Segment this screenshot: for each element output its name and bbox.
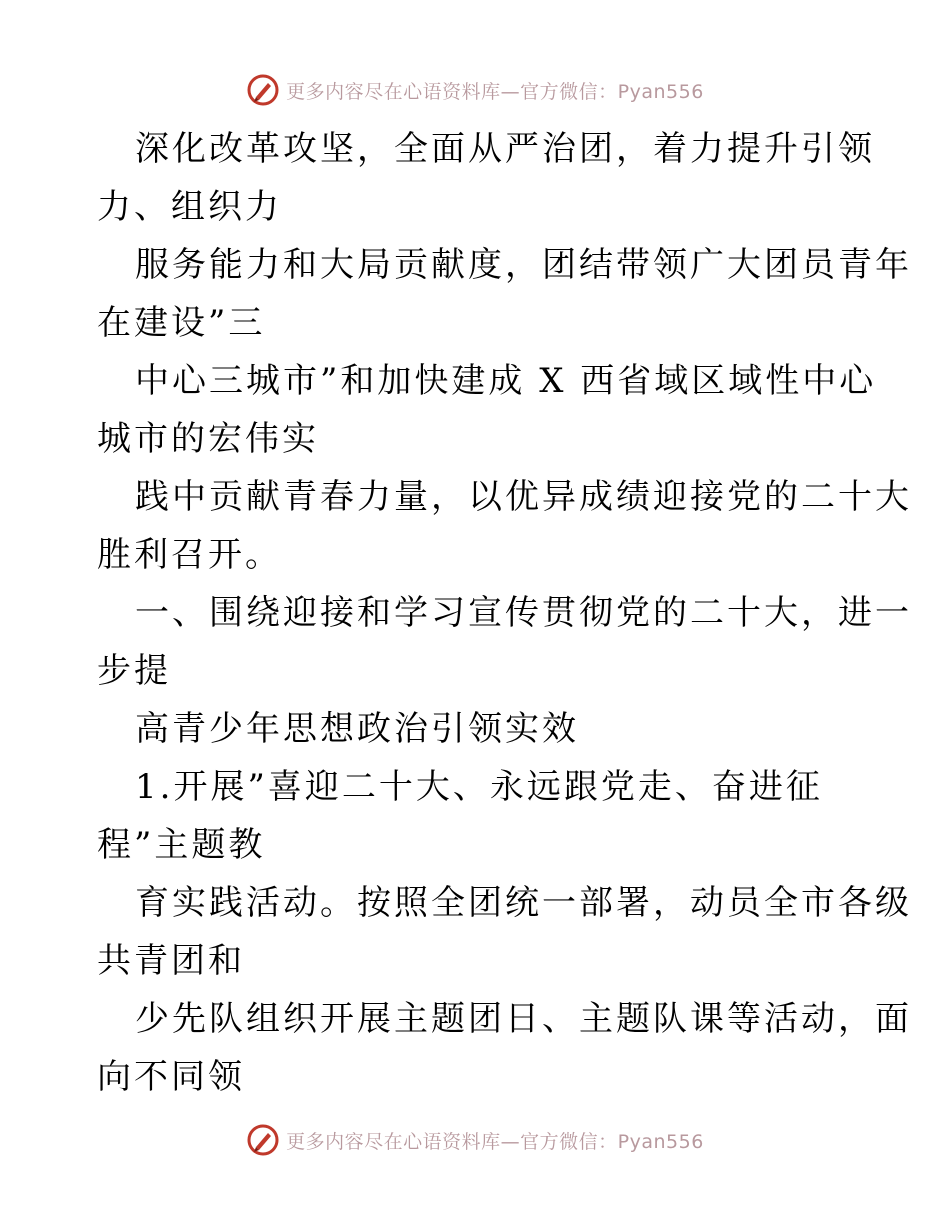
text-line: 程”主题教: [97, 825, 266, 865]
text-line: 共青团和: [97, 941, 245, 981]
document-body: [97, 120, 912, 1106]
text-line: 高青少年思想政治引领实效: [135, 709, 579, 749]
text-line: 在建设”三: [97, 303, 266, 343]
text-line: 向不同领: [97, 1057, 245, 1097]
watermark-text: 更多内容尽在心语资料库—官方微信：Pyan556: [286, 1130, 704, 1153]
text-line: 深化改革攻坚，全面从严治团，着力提升引领: [135, 129, 875, 169]
header-watermark: [0, 70, 950, 110]
text-line: 服务能力和大局贡献度，团结带领广大团员青年: [135, 245, 912, 285]
text-line: 少先队组织开展主题团日、主题队课等活动，面: [135, 999, 912, 1039]
text-line: 步提: [97, 651, 171, 691]
text-line: 1.开展”喜迎二十大、永远跟党走、奋进征: [135, 767, 823, 807]
footer-watermark: [0, 1120, 950, 1160]
text-line: 中心三城市”和加快建成 X 西省域区域性中心: [135, 361, 877, 401]
text-line: 城市的宏伟实: [97, 419, 319, 459]
text-line: 一、围绕迎接和学习宣传贯彻党的二十大，进一: [135, 593, 912, 633]
pen-logo-icon: [246, 1123, 280, 1157]
text-line: 力、组织力: [97, 187, 282, 227]
text-line: 践中贡献青春力量，以优异成绩迎接党的二十大: [135, 477, 912, 517]
text-line: 胜利召开。: [97, 535, 282, 575]
text-line: 育实践活动。按照全团统一部署，动员全市各级: [135, 883, 912, 923]
watermark-text: 更多内容尽在心语资料库—官方微信：Pyan556: [286, 80, 704, 103]
pen-logo-icon: [246, 73, 280, 107]
